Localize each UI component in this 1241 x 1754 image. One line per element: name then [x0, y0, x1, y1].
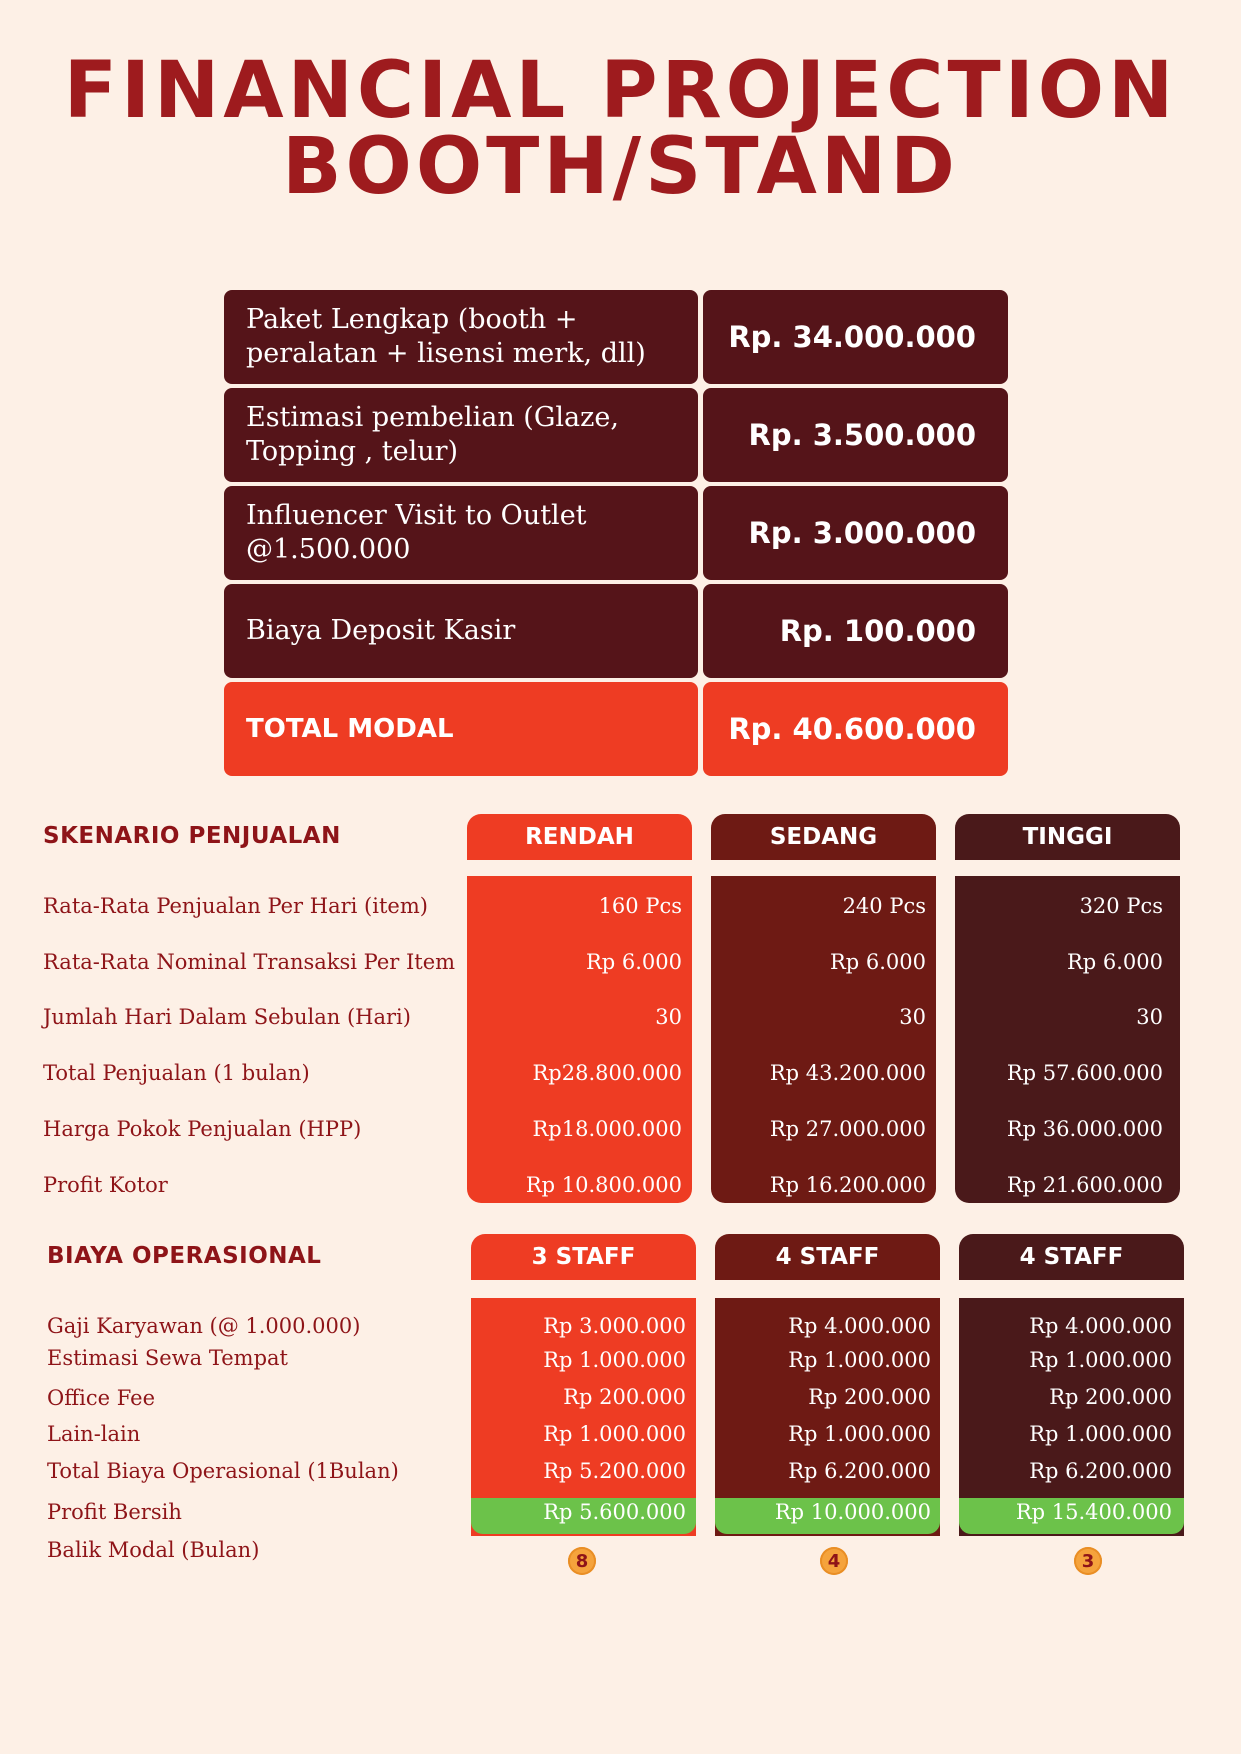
- net-profit-value: Rp 15.400.000: [1015, 1500, 1172, 1524]
- operational-cell: Rp 6.200.000: [788, 1459, 931, 1483]
- column-header-staff-3: 4 STAFF: [959, 1234, 1184, 1280]
- net-profit-value: Rp 10.000.000: [774, 1500, 931, 1524]
- net-profit-label: Profit Bersih: [47, 1500, 182, 1524]
- operational-cell: Rp 1.000.000: [543, 1348, 686, 1372]
- page-title-line1: FINANCIAL PROJECTION: [63, 46, 1178, 136]
- payback-badge: 4: [820, 1547, 848, 1575]
- sales-cell: 30: [1136, 1005, 1163, 1029]
- column-header-tinggi: TINGGI: [955, 814, 1180, 860]
- sales-cell: 160 Pcs: [598, 894, 682, 918]
- sales-cell: 240 Pcs: [842, 894, 926, 918]
- sales-cell: Rp 36.000.000: [1006, 1117, 1163, 1141]
- operational-cell: Rp 1.000.000: [788, 1422, 931, 1446]
- sales-cell: 30: [655, 1005, 682, 1029]
- total-modal-label: TOTAL MODAL: [224, 682, 698, 776]
- operational-cell: Rp 4.000.000: [788, 1314, 931, 1338]
- sales-cell: Rp 6.000: [829, 950, 926, 974]
- column-header-staff-2: 4 STAFF: [715, 1234, 940, 1280]
- operational-row-label: Estimasi Sewa Tempat: [47, 1346, 288, 1370]
- sales-cell: Rp 43.200.000: [769, 1061, 926, 1085]
- sales-row-label: Harga Pokok Penjualan (HPP): [43, 1117, 362, 1141]
- capital-label: Paket Lengkap (booth + peralatan + lisensi merk, dll): [224, 290, 698, 384]
- operational-row-label: Gaji Karyawan (@ 1.000.000): [47, 1314, 361, 1338]
- operational-cell: Rp 3.000.000: [543, 1314, 686, 1338]
- sales-cell: Rp 6.000: [1066, 950, 1163, 974]
- operational-cell: Rp 1.000.000: [1029, 1422, 1172, 1446]
- capital-label: Biaya Deposit Kasir: [224, 584, 698, 678]
- sales-row-label: Total Penjualan (1 bulan): [43, 1061, 310, 1085]
- sales-cell: Rp 16.200.000: [769, 1173, 926, 1197]
- operational-cell: Rp 6.200.000: [1029, 1459, 1172, 1483]
- operational-cell: Rp 1.000.000: [543, 1422, 686, 1446]
- capital-value: Rp. 3.000.000: [703, 486, 1008, 580]
- sales-column-sedang: [711, 876, 936, 1203]
- payback-badge: 8: [568, 1547, 596, 1575]
- operational-cell: Rp 200.000: [808, 1385, 931, 1409]
- sales-row-label: Profit Kotor: [43, 1173, 168, 1197]
- sales-cell: Rp 6.000: [585, 950, 682, 974]
- sales-row-label: Jumlah Hari Dalam Sebulan (Hari): [43, 1005, 411, 1029]
- column-header-rendah: RENDAH: [467, 814, 692, 860]
- sales-section-title: SKENARIO PENJUALAN: [43, 823, 341, 849]
- operational-cell: Rp 1.000.000: [788, 1348, 931, 1372]
- sales-cell: Rp 57.600.000: [1006, 1061, 1163, 1085]
- sales-cell: Rp 10.800.000: [525, 1173, 682, 1197]
- payback-badge: 3: [1074, 1547, 1102, 1575]
- sales-row-label: Rata-Rata Nominal Transaksi Per Item: [43, 950, 456, 974]
- capital-value: Rp. 3.500.000: [703, 388, 1008, 482]
- operational-row-label: Office Fee: [47, 1386, 155, 1410]
- payback-label: Balik Modal (Bulan): [47, 1538, 260, 1562]
- sales-cell: Rp28.800.000: [532, 1061, 682, 1085]
- sales-cell: 320 Pcs: [1079, 894, 1163, 918]
- operational-row-label: Lain-lain: [47, 1422, 141, 1446]
- capital-label: Estimasi pembelian (Glaze, Topping , telur): [224, 388, 698, 482]
- capital-value: Rp. 100.000: [703, 584, 1008, 678]
- capital-value: Rp. 34.000.000: [703, 290, 1008, 384]
- page-title-line2: BOOTH/STAND: [282, 122, 959, 212]
- operational-section-title: BIAYA OPERASIONAL: [47, 1243, 322, 1269]
- sales-cell: Rp 21.600.000: [1006, 1173, 1163, 1197]
- net-profit-value: Rp 5.600.000: [543, 1500, 686, 1524]
- operational-cell: Rp 200.000: [563, 1385, 686, 1409]
- operational-cell: Rp 5.200.000: [543, 1459, 686, 1483]
- operational-row-label: Total Biaya Operasional (1Bulan): [47, 1459, 399, 1483]
- operational-cell: Rp 1.000.000: [1029, 1348, 1172, 1372]
- sales-column-tinggi: [955, 876, 1180, 1203]
- sales-column-rendah: [467, 876, 692, 1203]
- total-modal-value: Rp. 40.600.000: [703, 682, 1008, 776]
- column-header-sedang: SEDANG: [711, 814, 936, 860]
- sales-cell: 30: [899, 1005, 926, 1029]
- operational-cell: Rp 200.000: [1049, 1385, 1172, 1409]
- sales-cell: Rp18.000.000: [532, 1117, 682, 1141]
- capital-label: Influencer Visit to Outlet @1.500.000: [224, 486, 698, 580]
- operational-cell: Rp 4.000.000: [1029, 1314, 1172, 1338]
- sales-cell: Rp 27.000.000: [769, 1117, 926, 1141]
- column-header-staff-1: 3 STAFF: [471, 1234, 696, 1280]
- sales-row-label: Rata-Rata Penjualan Per Hari (item): [43, 894, 428, 918]
